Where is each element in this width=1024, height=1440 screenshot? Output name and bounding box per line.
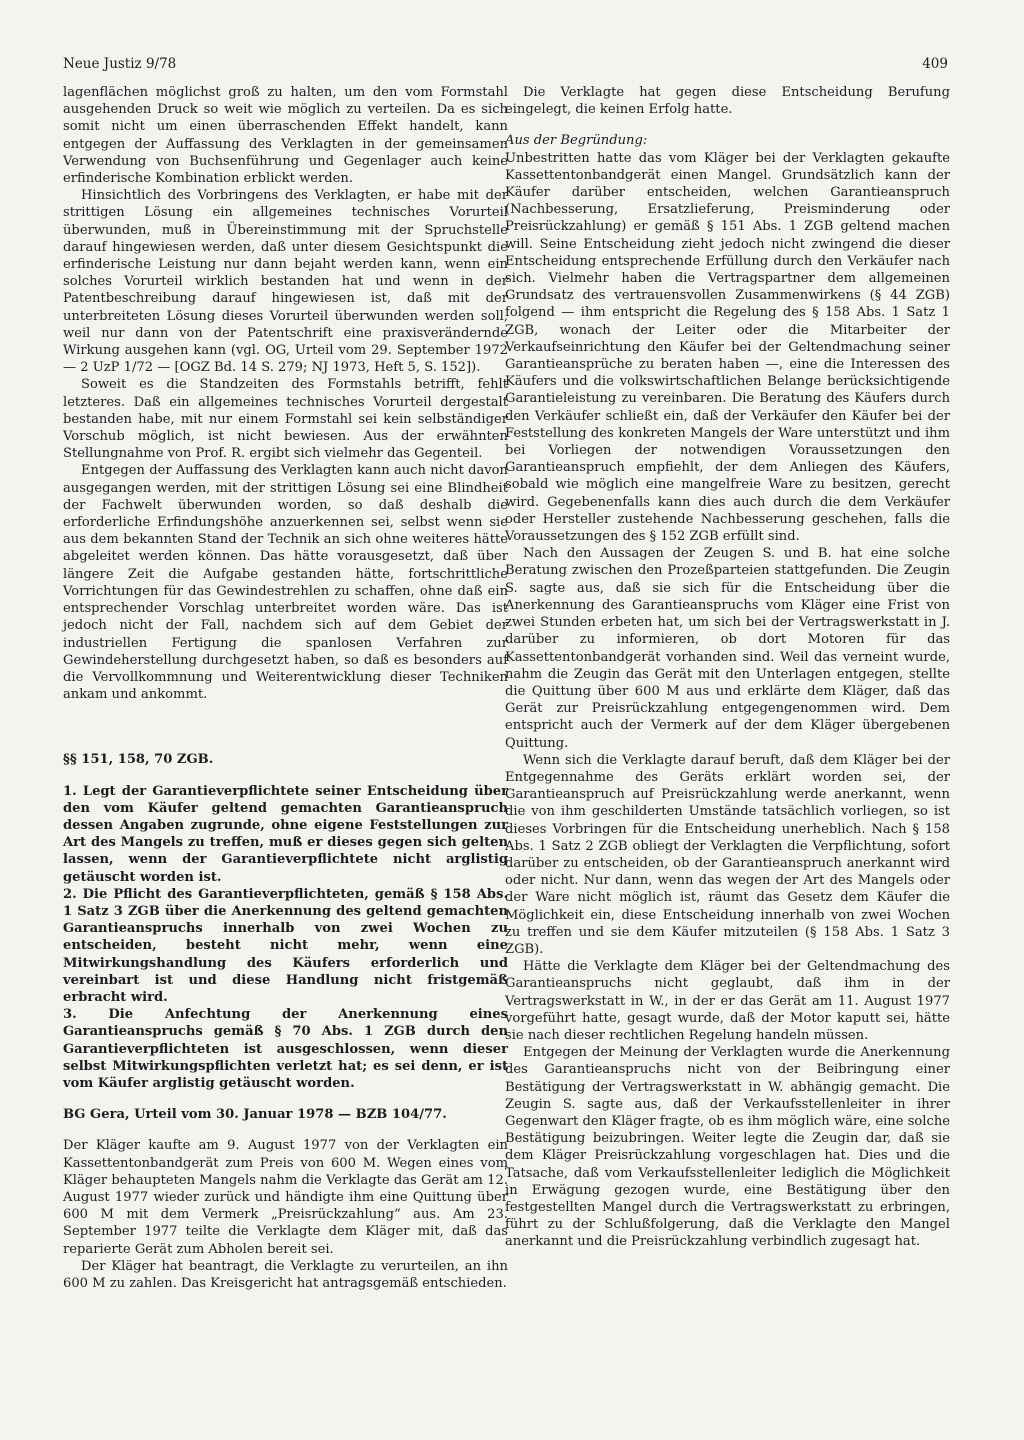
page-header — [63, 56, 948, 76]
paragraph: Hätte die Verklagte dem Kläger bei der Geltendmachung des Garantieanspruchs nicht geglaubt, daß ihm in der Vertragswerkstatt in W., in der er das Gerät am 11. August 1977 vorgeführt hatte, gesagt wurde, daß der Motor kaputt sei, hätte sie nach dieser rechtlichen Regelung handeln müssen. — [505, 959, 950, 1043]
paragraph: lagenflächen möglichst groß zu halten, um den vom Formstahl ausgehenden Druck so weit wie möglich zu verteilen. Da es sich somit nicht um einen überraschenden Effekt handelt, kann entgegen der Auffassung des Verklagten in der gemeinsamen Verwendung von Buchsenführung und Gegenlager auch keine erfinderische Kombination erblickt werden. — [63, 85, 508, 187]
headnote-3: 3. Die Anfechtung der Anerkennung eines Garantieanspruchs gemäß § 70 Abs. 1 ZGB durch den Garantieverpflichteten ist ausgeschlossen, wenn dieser selbst Mitwirkungspflichten verletzt hat; es sei denn, er ist vom Käufer arglistig getäuscht worden. — [63, 1007, 508, 1091]
section-title: §§ 151, 158, 70 ZGB. — [63, 752, 214, 768]
right-column — [505, 84, 950, 1251]
court-citation: BG Gera, Urteil vom 30. Januar 1978 — BZB 104/77. — [63, 1107, 447, 1123]
paragraph: Entgegen der Meinung der Verklagten wurde die Anerkennung des Garantieanspruchs nicht von der Beibringung einer Bestätigung der Vertragswerkstatt in W. abhängig gemacht. Die Zeugin S. sagte aus, daß der Verkaufsstellenleiter in ihrer Gegenwart den Kläger fragte, ob es ihm möglich wäre, eine solche Bestätigung beizubringen. Weiter legte die Zeugin dar, daß sie dem Kläger Preisrückzahlung vorgeschlagen hat. Dies und die Tatsache, daß vom Verkaufsstellenleiter lediglich die Möglichkeit in Erwägung gezogen wurde, eine Bestätigung über den festgestellten Mangel durch die Vertragswerkstatt zu erbringen, führt zu der Schlußfolgerung, daß die Verklagte den Mangel anerkannt und die Preisrückzahlung verbindlich zugesagt hat. — [505, 1045, 950, 1250]
paragraph: Soweit es die Standzeiten des Formstahls betrifft, fehlt letzteres. Daß ein allgemeines technisches Vorurteil dergestalt bestanden habe, mit nur einem Formstahl sei kein selbständiger Vorschub möglich, ist nicht bewiesen. Aus der erwähnten Stellungnahme von Prof. R. ergibt sich vielmehr das Gegenteil. — [63, 377, 508, 462]
paragraph: Nach den Aussagen der Zeugen S. und B. hat eine solche Beratung zwischen den Prozeßparteien stattgefunden. Die Zeugin S. sagte aus, daß sie sich für die Entscheidung über die Anerkennung des Garantieanspruchs vom Kläger eine Frist von zwei Stunden erbeten hat, um sich bei der Vertragswerkstatt in J. darüber zu informieren, ob dort Motoren für das Kassettentonbandgerät vorhanden sind. Weil das verneint wurde, nahm die Zeugin das Gerät mit den Unterlagen entgegen, stellte die Quittung über 600 M aus und erklärte dem Kläger, daß das Gerät zur Preisrückzahlung entgegengenommen wird. Dem entspricht auch der Vermerk auf der dem Kläger übergebenen Quittung. — [505, 546, 950, 751]
left-column — [63, 84, 508, 1292]
paragraph: Wenn sich die Verklagte darauf beruft, daß dem Kläger bei der Entgegennahme des Geräts erklärt worden sei, der Garantieanspruch auf Preisrückzahlung werde anerkannt, wenn die von ihm geschilderten Umstände tatsächlich vorliegen, so ist dieses Vorbringen für die Entscheidung unerheblich. Nach § 158 Abs. 1 Satz 2 ZGB obliegt der Verklagten die Verpflichtung, sofort darüber zu entscheiden, ob der Garantieanspruch anerkannt wird oder nicht. Nur dann, wenn das wegen der Art des Mangels oder der Ware nicht möglich ist, räumt das Gesetz dem Käufer die Möglichkeit ein, diese Entscheidung innerhalb von zwei Wochen zu treffen und sie dem Käufer mitzuteilen (§ 158 Abs. 1 Satz 3 ZGB). — [505, 752, 950, 957]
paragraph: Der Kläger hat beantragt, die Verklagte zu verurteilen, an ihn 600 M zu zahlen. Das Kreisgericht hat antragsgemäß entschieden. — [63, 1258, 508, 1291]
paragraph: Unbestritten hatte das vom Kläger bei der Verklagten gekaufte Kassettentonbandgerät einen Mangel. Grundsätzlich kann der Käufer darüber entscheiden, welchen Garantieanspruch (Nachbesserung, Ersatzlieferung, Preisminderung oder Preisrückzahlung) er gemäß § 151 Abs. 1 ZGB geltend machen will. Seine Entscheidung zieht jedoch nicht zwingend die dieser Entscheidung entsprechende Erfüllung durch den Verkäufer nach sich. Vielmehr haben die Vertragspartner dem allgemeinen Grundsatz des vertrauensvollen Zusammenwirkens (§ 44 ZGB) folgend — ihm entspricht die Regelung des § 158 Abs. 1 Satz 1 ZGB, wonach der Leiter oder die Mitarbeiter der Verkaufseinrichtung den Käufer bei der Geltendmachung seiner Garantieansprüche zu beraten haben —, eine die Interessen des Käufers und die volkswirtschaftlichen Belange berücksichtigende Garantieleistung zu vereinbaren. Die Beratung des Käufers durch den Verkäufer schließt ein, daß der Verkäufer den Käufer bei der Feststellung des konkreten Mangels der Ware unterstützt und ihm bei Vorliegen der notwendigen Voraussetzungen den Garantieanspruch empfiehlt, der dem Anliegen des Käufers, sobald wie möglich eine mangelfreie Ware zu besitzen, gerecht wird. Gegebenenfalls kann dies auch durch die dem Verkäufer oder Hersteller zustehende Nachbesserung geschehen, falls die Voraussetzungen des § 152 ZGB erfüllt sind. — [505, 150, 950, 545]
paragraph: Hinsichtlich des Vorbringens des Verklagten, er habe mit der strittigen Lösung ein allgemeines technisches Vorurteil überwunden, muß in Übereinstimmung mit der Spruchstelle darauf hingewiesen werden, daß unter diesem Gesichtspunkt die erfinderische Leistung nur dann bejaht werden kann, wenn ein solches Vorurteil wirklich bestanden hat und wenn in der Patentbeschreibung darauf hingewiesen ist, daß mit der unterbreiteten Lösung dieses Vorurteil überwunden werden soll, weil nur dann von der Patentschrift eine praxisverändernde Wirkung ausgehen kann (vgl. OG, Urteil vom 29. September 1972 — 2 UzP 1/72 — [OGZ Bd. 14 S. 279; NJ 1973, Heft 5, S. 152]). — [63, 188, 508, 376]
paragraph: Die Verklagte hat gegen diese Entscheidung Berufung eingelegt, die keinen Erfolg hatte. — [505, 85, 950, 118]
page-number: 409 — [922, 56, 948, 72]
headnote-1: 1. Legt der Garantieverpflichtete seiner Entscheidung über den vom Käufer geltend gemachten Garantieanspruch dessen Angaben zugrunde, ohne eigene Feststellungen zur Art des Mangels zu treffen, muß er dieses gegen sich gelten lassen, wenn der Garantieverpflichtete nicht arglistig getäuscht worden ist. — [63, 783, 508, 885]
headnote-2: 2. Die Pflicht des Garantieverpflichteten, gemäß § 158 Abs. 1 Satz 3 ZGB über die Anerkennung des geltend gemachten Garantieanspruchs innerhalb von zwei Wochen zu entscheiden, besteht nicht mehr, wenn eine Mitwirkungshandlung des Käufers erforderlich und vereinbart ist und diese Handlung nicht fristgemäß erbracht wird. — [63, 886, 508, 1005]
paragraph: Der Kläger kaufte am 9. August 1977 von der Verklagten ein Kassettentonbandgerät zum Preis von 600 M. Wegen eines vom Kläger behaupteten Mangels nahm die Verklagte das Gerät am 12. August 1977 wieder zurück und händigte ihm eine Quittung über 600 M mit dem Vermerk „Preisrückzahlung“ aus. Am 23. September 1977 teilte die Verklagte dem Kläger mit, daß das reparierte Gerät zum Abholen bereit sei. — [63, 1138, 508, 1257]
reasoning-heading: Aus der Begründung: — [505, 133, 648, 149]
journal-title: Neue Justiz 9/78 — [63, 56, 177, 72]
paragraph: Entgegen der Auffassung des Verklagten kann auch nicht davon ausgegangen werden, mit der strittigen Lösung sei eine Blindheit der Fachwelt überwunden worden, so daß deshalb die erforderliche Erfindungshöhe anzuerkennen sei, selbst wenn sie aus dem bekannten Stand der Technik an sich ohne weiteres hätte abgeleitet werden können. Das hätte vorausgesetzt, daß über längere Zeit die Aufgabe gestanden hätte, fortschrittliche Vorrichtungen für das Gewindestrehlen zu schaffen, ohne daß ein entsprechender Vorschlag unterbreitet worden wäre. Das ist jedoch nicht der Fall, nachdem sich auf dem Gebiet der industriellen Fertigung die spanlosen Verfahren zur Gewindeherstellung durchgesetzt haben, so daß es besonders auf die Vervollkommnung und Weiterentwicklung dieser Techniken ankam und ankommt. — [63, 463, 508, 703]
